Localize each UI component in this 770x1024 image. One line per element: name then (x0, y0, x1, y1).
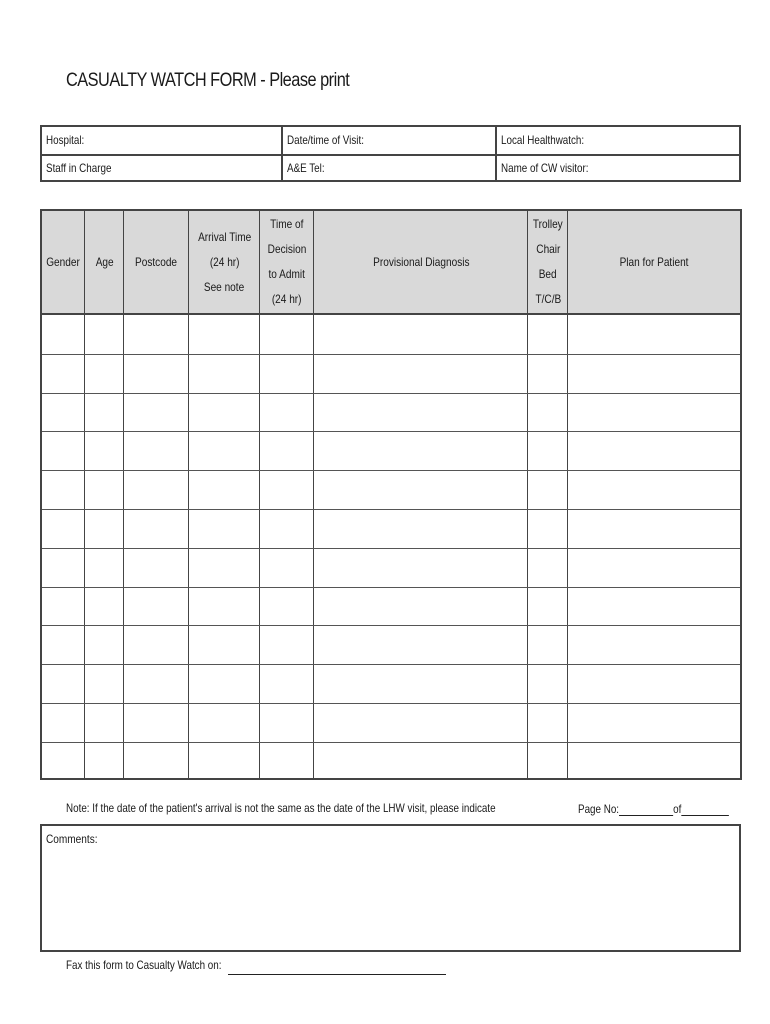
ae-tel-label: A&E Tel: (287, 161, 325, 175)
column-header-line: Bed (539, 267, 557, 281)
row-divider (42, 625, 740, 626)
column-header-line: Trolley (533, 217, 563, 231)
table-row[interactable] (42, 587, 740, 626)
page-number (578, 801, 729, 816)
row-divider (42, 470, 740, 471)
table-header (42, 211, 740, 315)
column-header-line: Arrival Time (197, 229, 252, 244)
column-header (260, 211, 314, 313)
column-header (42, 211, 85, 313)
column-header-line: Decision (267, 242, 307, 256)
column-header-line: to Admit (268, 267, 306, 281)
patient-table (40, 209, 742, 780)
table-row[interactable] (42, 548, 740, 587)
page-no-blank[interactable] (619, 801, 673, 816)
column-header-line: Chair (535, 242, 561, 256)
table-row[interactable] (42, 431, 740, 470)
column-header-line: Gender (46, 254, 81, 269)
comments-box[interactable] (40, 824, 741, 952)
table-row[interactable] (42, 470, 740, 509)
page-of-label: of (673, 802, 682, 816)
comments-label: Comments: (46, 832, 98, 846)
table-row[interactable] (42, 315, 740, 354)
column-header-line: See note (204, 279, 245, 294)
column-header (189, 211, 260, 313)
table-row[interactable] (42, 509, 740, 548)
local-healthwatch-field[interactable] (497, 127, 739, 154)
ae-tel-field[interactable] (283, 156, 497, 180)
row-divider (42, 548, 740, 549)
local-healthwatch-label: Local Healthwatch: (501, 133, 585, 147)
date-time-field[interactable] (283, 127, 497, 154)
column-header-line: Plan for Patient (619, 254, 689, 269)
fax-number-line[interactable] (228, 974, 446, 975)
page-no-label: Page No: (578, 802, 620, 816)
row-divider (42, 431, 740, 432)
row-divider (42, 742, 740, 743)
column-header-line: Time of (270, 217, 304, 231)
hospital-label: Hospital: (46, 133, 85, 147)
column-header (528, 211, 568, 313)
cw-visitor-label: Name of CW visitor: (501, 161, 589, 175)
row-divider (42, 393, 740, 394)
table-row[interactable] (42, 664, 740, 703)
row-divider (42, 354, 740, 355)
row-divider (42, 664, 740, 665)
table-row[interactable] (42, 393, 740, 432)
table-row[interactable] (42, 354, 740, 393)
visit-info-table (40, 125, 741, 182)
form-title: CASUALTY WATCH FORM - Please print (66, 70, 350, 91)
table-row[interactable] (42, 742, 740, 780)
column-header (314, 211, 528, 313)
column-header (568, 211, 740, 313)
column-header-line: Age (95, 254, 114, 269)
cw-visitor-field[interactable] (497, 156, 739, 180)
staff-label: Staff in Charge (46, 161, 112, 175)
row-divider (42, 587, 740, 588)
fax-label: Fax this form to Casualty Watch on: (66, 958, 222, 972)
column-header-line: T/C/B (535, 292, 561, 306)
hospital-field[interactable] (42, 127, 283, 154)
table-row[interactable] (42, 703, 740, 742)
date-time-label: Date/time of Visit: (287, 133, 364, 147)
row-divider (42, 703, 740, 704)
table-row[interactable] (42, 625, 740, 664)
column-header (85, 211, 124, 313)
column-header (124, 211, 189, 313)
column-header-line: Postcode (135, 254, 178, 269)
column-header-line: (24 hr) (209, 254, 240, 269)
page-total-blank[interactable] (681, 801, 729, 816)
staff-field[interactable] (42, 156, 283, 180)
column-header-line: Provisional Diagnosis (372, 254, 470, 269)
column-header-line: (24 hr) (272, 292, 302, 306)
row-divider (42, 509, 740, 510)
arrival-note: Note: If the date of the patient's arrival is not the same as the date of the LHW visit, please indicate (66, 801, 496, 815)
